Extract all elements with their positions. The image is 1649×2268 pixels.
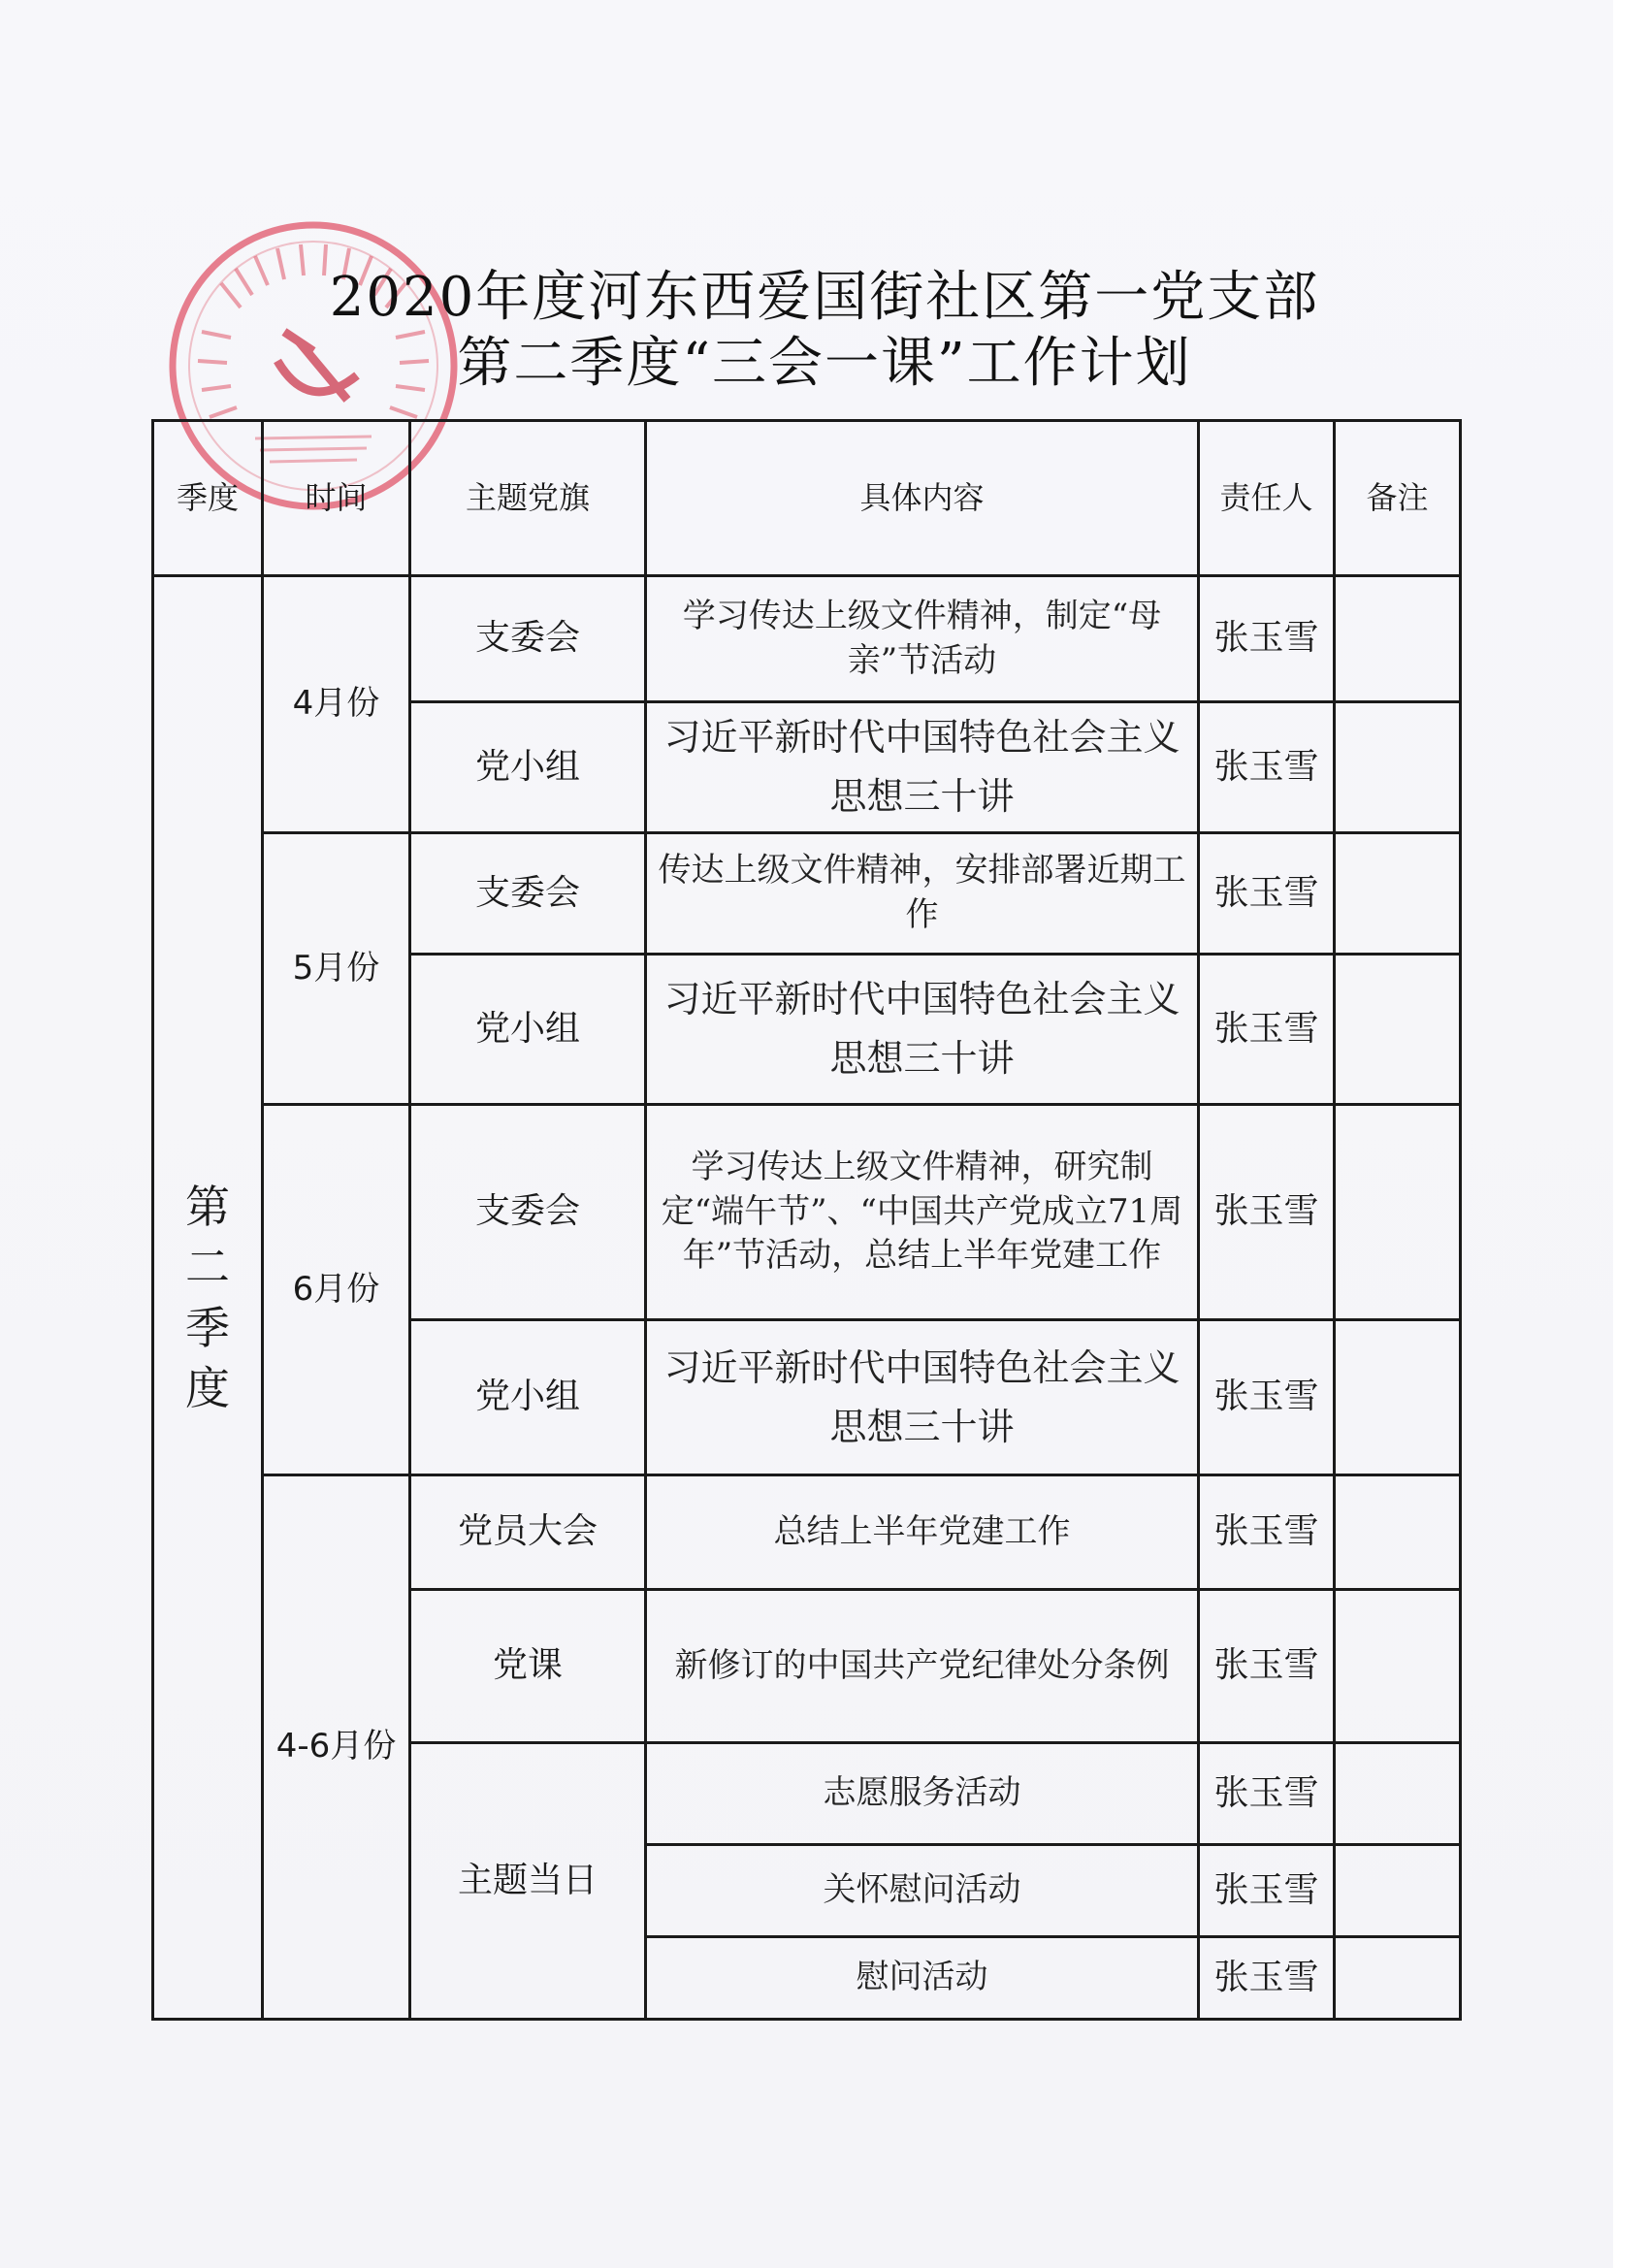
note-cell <box>1335 955 1461 1105</box>
quarter-char: 二 <box>185 1241 230 1294</box>
person-cell: 张玉雪 <box>1199 1937 1335 2020</box>
note-cell <box>1335 1105 1461 1320</box>
quarter-char: 度 <box>185 1361 230 1414</box>
quarter-cell <box>153 576 263 2020</box>
person-cell: 张玉雪 <box>1199 1105 1335 1320</box>
person-cell: 张玉雪 <box>1199 1590 1335 1743</box>
quarter-char: 第 <box>185 1181 230 1234</box>
content-cell: 总结上半年党建工作 <box>646 1475 1199 1590</box>
document-title-line1: 2020年度河东西爱国街社区第一党支部 <box>329 266 1320 329</box>
quarter-char: 季 <box>185 1301 230 1354</box>
table-row <box>153 576 1461 702</box>
table-row <box>153 1475 1461 1590</box>
note-cell <box>1335 1475 1461 1590</box>
topic-cell: 党小组 <box>410 955 646 1105</box>
content-cell: 学习传达上级文件精神，研究制定“端午节”、“中国共产党成立71周年”节活动，总结上半年党建工作 <box>646 1105 1199 1320</box>
topic-cell: 支委会 <box>410 833 646 955</box>
content-cell: 志愿服务活动 <box>646 1743 1199 1845</box>
person-cell: 张玉雪 <box>1199 1743 1335 1845</box>
topic-cell: 主题当日 <box>410 1743 646 2020</box>
topic-cell: 党课 <box>410 1590 646 1743</box>
table-row <box>153 1105 1461 1320</box>
topic-cell: 党小组 <box>410 1320 646 1475</box>
person-cell: 张玉雪 <box>1199 955 1335 1105</box>
table-row <box>153 833 1461 955</box>
person-cell: 张玉雪 <box>1199 833 1335 955</box>
topic-cell: 支委会 <box>410 576 646 702</box>
person-cell: 张玉雪 <box>1199 702 1335 833</box>
note-cell <box>1335 833 1461 955</box>
note-cell <box>1335 576 1461 702</box>
table-header-row <box>153 421 1461 576</box>
header-person: 责任人 <box>1199 421 1335 576</box>
content-cell: 慰问活动 <box>646 1937 1199 2020</box>
month-cell-april: 4月份 <box>263 576 410 833</box>
header-topic: 主题党旗 <box>410 421 646 576</box>
content-cell: 习近平新时代中国特色社会主义思想三十讲 <box>646 702 1199 833</box>
note-cell <box>1335 1320 1461 1475</box>
content-cell: 新修订的中国共产党纪律处分条例 <box>646 1590 1199 1743</box>
note-cell <box>1335 702 1461 833</box>
month-cell-quarter: 4-6月份 <box>263 1475 410 2020</box>
work-plan-table <box>151 419 1462 2021</box>
note-cell <box>1335 1937 1461 2020</box>
person-cell: 张玉雪 <box>1199 1845 1335 1937</box>
person-cell: 张玉雪 <box>1199 1320 1335 1475</box>
content-cell: 习近平新时代中国特色社会主义思想三十讲 <box>646 1320 1199 1475</box>
header-note: 备注 <box>1335 421 1461 576</box>
note-cell <box>1335 1590 1461 1743</box>
month-cell-may: 5月份 <box>263 833 410 1105</box>
header-content: 具体内容 <box>646 421 1199 576</box>
header-time: 时间 <box>263 421 410 576</box>
person-cell: 张玉雪 <box>1199 576 1335 702</box>
content-cell: 学习传达上级文件精神，制定“母亲”节活动 <box>646 576 1199 702</box>
topic-cell: 党小组 <box>410 702 646 833</box>
content-cell: 关怀慰问活动 <box>646 1845 1199 1937</box>
header-quarter: 季度 <box>153 421 263 576</box>
content-cell: 传达上级文件精神，安排部署近期工作 <box>646 833 1199 955</box>
content-cell: 习近平新时代中国特色社会主义思想三十讲 <box>646 955 1199 1105</box>
note-cell <box>1335 1743 1461 1845</box>
topic-cell: 支委会 <box>410 1105 646 1320</box>
month-cell-june: 6月份 <box>263 1105 410 1475</box>
document-title-line2: 第二季度“三会一课”工作计划 <box>457 332 1192 395</box>
person-cell: 张玉雪 <box>1199 1475 1335 1590</box>
note-cell <box>1335 1845 1461 1937</box>
scan-border <box>1613 0 1649 2268</box>
topic-cell: 党员大会 <box>410 1475 646 1590</box>
